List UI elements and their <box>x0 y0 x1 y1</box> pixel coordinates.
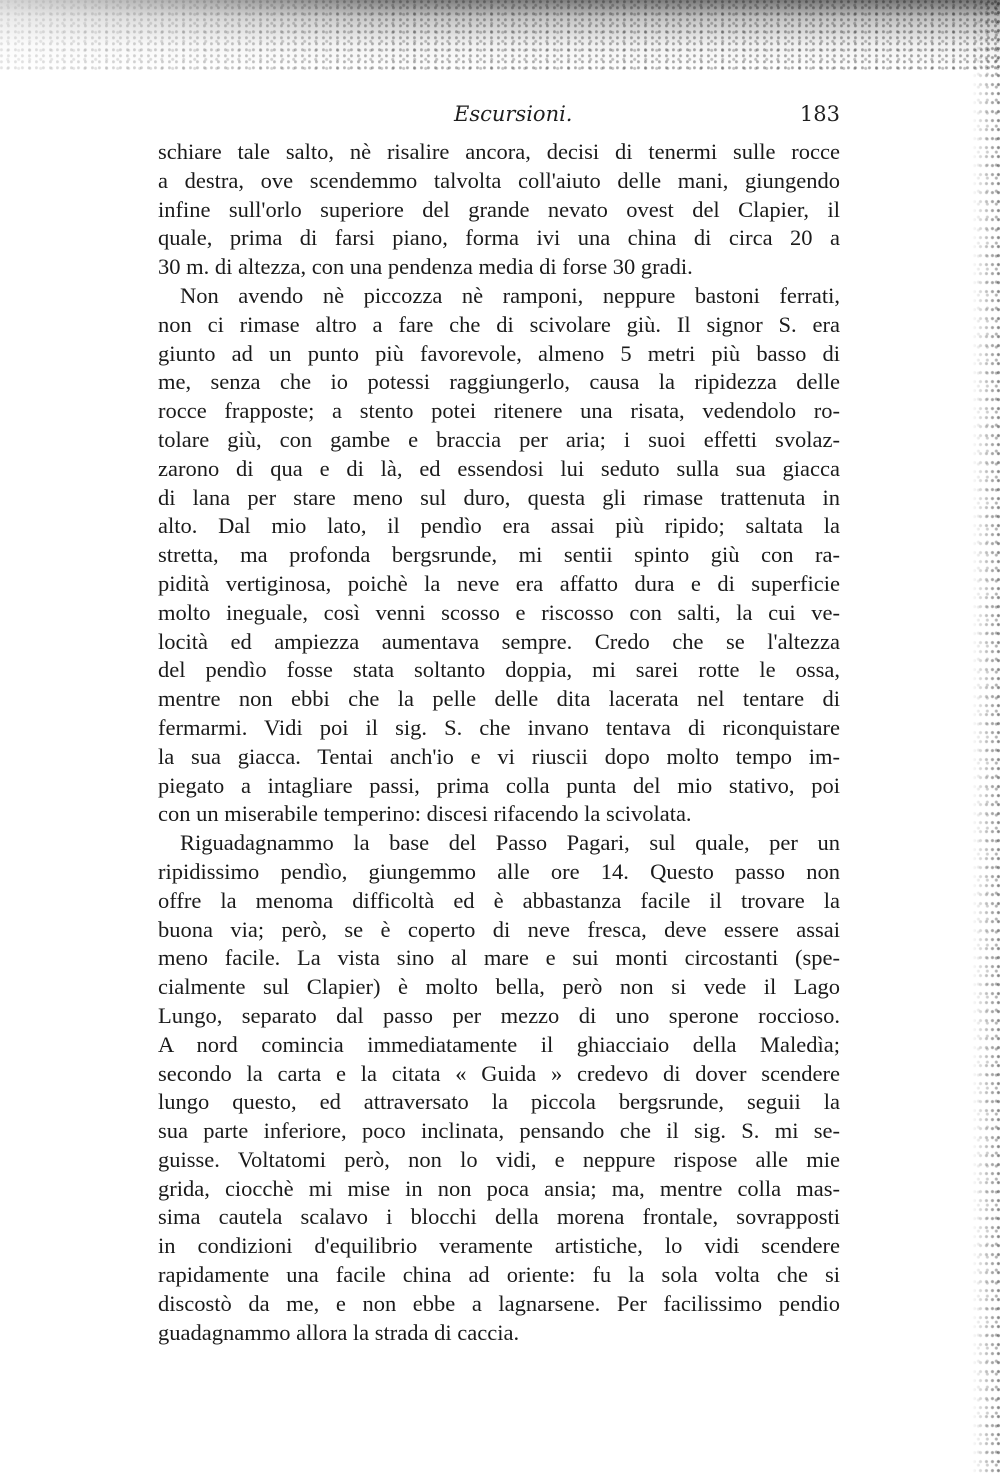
text-line: in condizioni d'equilibrio veramente artistiche, lo vidi scendere <box>158 1233 840 1259</box>
text-line: sua parte inferiore, poco inclinata, pensando che il sig. S. mi se- <box>158 1118 840 1144</box>
text-line: locità ed ampiezza aumentava sempre. Credo che se l'altezza <box>158 628 840 654</box>
running-title: Escursioni. <box>454 102 573 126</box>
text-line: con un miserabile temperino: discesi rifacendo la scivolata. <box>158 801 692 827</box>
text-line: A nord comincia immediatamente il ghiacciaio della Maledìa; <box>158 1031 840 1057</box>
text-line: pidità vertiginosa, poichè la neve era affatto dura e di superficie <box>158 570 840 596</box>
text-line: infine sull'orlo superiore del grande nevato ovest del Clapier, il <box>158 196 840 222</box>
scan-noise-right-edge <box>972 0 1000 1474</box>
body-text <box>158 138 840 1347</box>
text-line: giunto ad un punto più favorevole, almeno 5 metri più basso di <box>158 340 840 366</box>
text-line: molto ineguale, così venni scosso e riscosso con salti, la cui ve- <box>158 599 840 625</box>
text-line: del pendìo fosse stata soltanto doppia, mi sarei rotte le ossa, <box>158 657 840 683</box>
text-line: cialmente sul Clapier) è molto bella, però non si vede il Lago <box>158 974 840 1000</box>
page-header <box>158 102 840 132</box>
text-line: grida, ciocchè mi mise in non poca ansia; ma, mentre colla mas- <box>158 1175 840 1201</box>
text-line: fermarmi. Vidi poi il sig. S. che invano tentava di riconquistare <box>158 714 840 740</box>
text-line: schiare tale salto, nè risalire ancora, decisi di tenermi sulle rocce <box>158 139 840 164</box>
text-line: discostò da me, e non ebbe a lagnarsene. Per facilissimo pendio <box>158 1290 840 1316</box>
text-line: guisse. Voltatomi però, non lo vidi, e neppure rispose alle mie <box>158 1146 840 1172</box>
text-line: Non avendo nè piccozza nè ramponi, neppure bastoni ferrati, <box>180 282 840 308</box>
text-line: ripidissimo pendìo, giungemmo alle ore 14. Questo passo non <box>158 858 840 884</box>
text-line: mentre non ebbi che la pelle delle dita lacerata nel tentare di <box>158 686 840 712</box>
text-line: tolare giù, con gambe e braccia per aria; i suoi effetti svolaz- <box>158 426 840 452</box>
text-line: non ci rimase altro a fare che di scivolare giù. Il signor S. era <box>158 311 840 337</box>
text-line: offre la menoma difficoltà ed è abbastanza facile il trovare la <box>158 887 840 913</box>
scan-noise-top <box>0 0 1000 70</box>
text-line: Riguadagnammo la base del Passo Pagari, sul quale, per un <box>180 830 840 856</box>
text-line: rapidamente una facile china ad oriente: fu la sola volta che si <box>158 1262 840 1288</box>
text-line: sima cautela scalavo i blocchi della morena frontale, sovrapposti <box>158 1204 840 1230</box>
text-line: zarono di qua e di là, ed essendosi lui seduto sulla sua giacca <box>158 455 840 481</box>
text-line: a destra, ove scendemmo talvolta coll'aiuto delle mani, giungendo <box>158 167 840 193</box>
text-line: quale, prima di farsi piano, forma ivi una china di circa 20 a <box>158 225 840 251</box>
text-line: guadagnammo allora la strada di caccia. <box>158 1319 520 1345</box>
text-line: lungo questo, ed attraversato la piccola bergsrunde, seguii la <box>158 1089 840 1115</box>
text-line: meno facile. La vista sino al mare e sui monti circostanti (spe- <box>158 945 840 971</box>
text-line: piegato a intagliare passi, prima colla punta del mio stativo, poi <box>158 772 840 798</box>
text-line: 30 m. di altezza, con una pendenza media di forse 30 gradi. <box>158 254 693 280</box>
paragraph <box>158 829 840 1347</box>
text-line: stretta, ma profonda bergsrunde, mi sentii spinto giù con ra- <box>158 542 840 568</box>
text-line: alto. Dal mio lato, il pendìo era assai più ripido; saltata la <box>158 513 840 539</box>
text-line: la sua giacca. Tentai anch'io e vi riuscii dopo molto tempo im- <box>158 743 840 769</box>
text-line: secondo la carta e la citata « Guida » credevo di dover scendere <box>158 1060 840 1086</box>
paragraph <box>158 282 840 829</box>
text-line: me, senza che io potessi raggiungerlo, causa la ripidezza delle <box>158 369 840 395</box>
text-line: di lana per stare meno sul duro, questa gli rimase trattenuta in <box>158 484 840 510</box>
text-line: buona via; però, se è coperto di neve fresca, deve essere assai <box>158 916 840 942</box>
paragraph <box>158 138 840 282</box>
text-line: Lungo, separato dal passo per mezzo di uno sperone roccioso. <box>158 1002 840 1028</box>
text-line: rocce frapposte; a stento potei ritenere una risata, vedendolo ro- <box>158 398 840 424</box>
page-number: 183 <box>799 102 840 126</box>
